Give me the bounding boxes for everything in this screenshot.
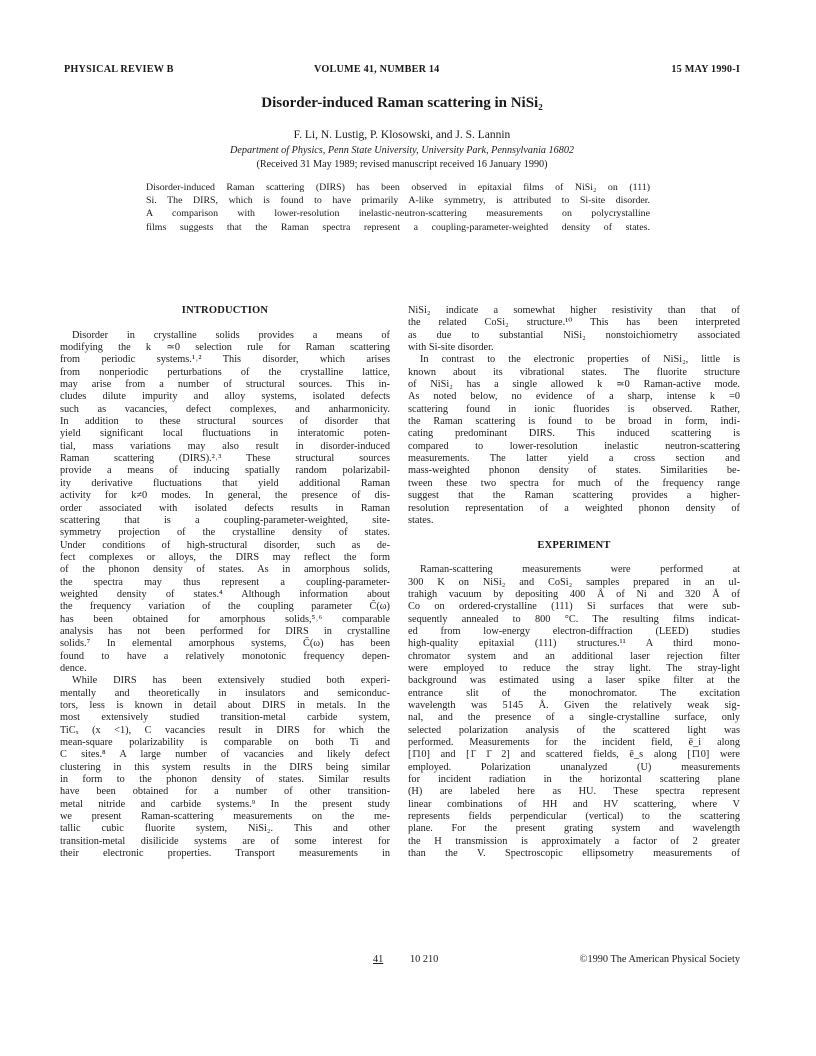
text-line: states. [408, 514, 434, 526]
text-line: clustering in this system results in the DIRS being similar [60, 761, 390, 773]
issue-date: 15 MAY 1990-I [671, 64, 740, 75]
footer-volume: 41 [373, 954, 384, 965]
text-line: tallic cubic fluorite system, NiSi₂. This and other [60, 823, 390, 835]
text-line: plane. For the present grating system and wavelength [408, 823, 740, 835]
text-line: their electronic properties. Transport measurements in [60, 848, 390, 860]
running-head [64, 64, 740, 78]
article-title: Disorder-induced Raman scattering in NiSi₂ [261, 95, 543, 111]
text-line: scattering that is a coupling-parameter-weighted, site- [60, 514, 390, 526]
text-line: TiCₓ (x <1), C vacancies result in DIRS for which the [60, 724, 390, 736]
text-line: Raman-scattering measurements were performed at [420, 564, 740, 576]
text-line: provide a means of inducing spatially random polarizabil- [60, 465, 390, 477]
footer-copyright: ©1990 The American Physical Society [579, 954, 740, 965]
text-line: NiSi₂ indicate a somewhat higher resistivity than that of [408, 305, 740, 316]
section-heading-introduction: INTRODUCTION [181, 305, 269, 316]
text-line: trahigh vacuum by depositing 400 Å of Ni and 320 Å of [408, 588, 740, 600]
page-footer [373, 954, 740, 968]
text-line: we present Raman-scattering measurements on the me- [60, 811, 390, 823]
text-line: tween these two spectra for much of the frequency range [408, 477, 740, 489]
text-line: compared to lower-resolution inelastic neutron-scattering [408, 440, 740, 452]
text-line: known about its vibrational states. The fluorite structure [408, 366, 740, 378]
text-line: order associated with isolated defects results in Raman [60, 502, 390, 514]
text-line: from periodic systems.¹˒² This disorder, which arises [60, 354, 390, 366]
introduction-continued [408, 305, 740, 527]
text-line: Disorder in crystalline solids provides a means of [72, 329, 390, 341]
text-line: for incident radiation in the horizontal scattering plane [408, 774, 740, 786]
text-line: dence. [60, 662, 87, 674]
text-line: found to have a relatively monotonic frequency depen- [60, 650, 390, 662]
section-heading-experiment: EXPERIMENT [537, 539, 611, 551]
abstract-line: Si. The DIRS, which is found to have primarily A-like symmetry, is attributed to Si-site disorder. [146, 195, 650, 207]
text-line: 300 K on NiSi₂ and CoSi₂ samples prepared in an ul- [408, 576, 740, 588]
text-line: the spectra may thus represent a coupling-parameter- [60, 576, 390, 588]
text-line: metal nitride and carbide systems.⁹ In the present study [60, 798, 390, 810]
journal-name: PHYSICAL REVIEW B [64, 64, 174, 75]
text-line: mentally and theoretically in insulators and semiconduc- [60, 687, 390, 699]
text-line: modifying the k ≃0 selection rule for Raman scattering [60, 342, 390, 354]
text-line: represents fields perpendicular (vertical) to the scattering [408, 811, 740, 823]
text-line: cludes dilute impurity and alloy systems, isolated defects [60, 391, 390, 403]
right-column [408, 305, 740, 860]
text-line: While DIRS has been extensively studied both experi- [72, 675, 390, 687]
text-line: mass-weighted phonon density of states. Similarities be- [408, 465, 740, 477]
text-line: Raman scattering (DIRS).²˒³ These structural sources [60, 453, 390, 465]
text-line: fect complexes or alloys, the DIRS may reflect the form [60, 551, 390, 563]
text-line: high-quality epitaxial (111) structures.¹¹ A third mono- [408, 638, 740, 650]
received-dates: (Received 31 May 1989; revised manuscript received 16 January 1990) [256, 159, 548, 170]
text-line: the frequency variation of the coupling parameter C̃(ω) [60, 601, 390, 613]
author-list: F. Li, N. Lustig, P. Klosowski, and J. S. Lannin [293, 129, 511, 141]
text-line: C sites.⁸ A large number of vacancies and likely defect [60, 749, 390, 761]
abstract-line: films suggests that the Raman spectra represent a coupling-parameter-weighted density of states. [146, 221, 650, 233]
introduction-body [60, 330, 390, 861]
text-line: from nonperiodic perturbations of the crystalline lattice, [60, 366, 390, 378]
text-line: background was estimated using a laser spike filter at the [408, 675, 740, 687]
text-line: Under conditions of high-structural disorder, such as de- [60, 539, 390, 551]
text-line: in form to the phonon density of states. Similar results [60, 774, 390, 786]
text-line: solids.⁷ In elemental amorphous systems, C̃(ω) has been [60, 638, 390, 650]
text-line: has been obtained for amorphous solids,⁵˒⁶ comparable [60, 613, 390, 625]
text-line: the H transmission is approximately a factor of 2 greater [408, 835, 740, 847]
footer-page-number: 10 210 [410, 954, 439, 965]
text-line: tial, mass variations may also result in disorder-induced [60, 440, 390, 452]
abstract-line: Disorder-induced Raman scattering (DIRS) has been observed in epitaxial films of NiSi₂ on (111) [146, 182, 650, 193]
text-line: sequently annealed to 800 °C. The resulting films indicat- [408, 613, 740, 625]
text-line: as due to substantial NiSi₂ nonstoichiometry associated [408, 329, 740, 341]
text-line: In contrast to the electronic properties of NiSi₂, little is [420, 354, 740, 366]
abstract [146, 181, 650, 234]
text-line: transition-metal disilicide systems are of some interest for [60, 835, 390, 847]
text-line: entrance slit of the monochromator. The excitation [408, 687, 740, 699]
text-line: ed from low-energy electron-diffraction (LEED) studies [408, 625, 740, 637]
text-line: of NiSi₂ has a single allowed k ≃0 Raman-active mode. [408, 379, 740, 391]
text-line: linear combinations of HH and HV scattering, where V [408, 798, 740, 810]
volume-number: VOLUME 41, NUMBER 14 [314, 64, 440, 75]
text-line: wavelength was 5145 Å. Given the relatively weak sig- [408, 700, 740, 711]
text-line: the Raman scattering is found to be broad in form, indi- [408, 416, 740, 428]
text-line: cating predominant DIRS. This induced scattering is [408, 428, 740, 440]
text-line: than the V. Spectroscopic ellipsometry measurements of [408, 848, 740, 860]
text-line: may arise from a number of structural sources. This in- [60, 379, 390, 391]
text-line: most extensively studied transition-metal carbide system, [60, 712, 390, 724]
text-line: measurements. The latter yield a cross section and [408, 453, 740, 465]
text-line: with Si-site disorder. [408, 342, 494, 354]
text-line: have been obtained for a number of other transition- [60, 786, 390, 798]
text-line: ity derivative fluctuations that yield additional Raman [60, 477, 390, 489]
text-line: symmetry projection of the crystalline density of states. [60, 527, 390, 539]
left-column [60, 305, 390, 860]
text-line: activity for k≠0 modes. In general, the presence of dis- [60, 490, 390, 502]
text-line: As noted below, no evidence of a sharp, intense k =0 [408, 391, 740, 403]
text-line: scattering found in ionic fluorides is observed. Rather, [408, 403, 740, 415]
text-line: analysis has not been performed for DIRS in crystalline [60, 625, 390, 637]
text-line: In addition to these structural sources of disorder that [60, 416, 390, 428]
text-line: resolution representation of a weighted phonon density of [408, 502, 740, 514]
text-line: mean-square polarizability is comparable on both Ti and [60, 737, 390, 749]
text-line: employed. Polarization unanalyzed (U) measurements [408, 761, 740, 773]
text-line: such as vacancies, defect complexes, and anharmonicity. [60, 403, 390, 415]
abstract-line: A comparison with lower-resolution inelastic-neutron-scattering measurements on polycrystalline [146, 208, 650, 220]
text-line: of the phonon density of states. As in amorphous solids, [60, 564, 390, 576]
text-line: Co on ordered-crystalline (111) Si surfaces that were sub- [408, 601, 740, 613]
text-line: [1̄10] and [1̄ 1̄ 2] and scattered fields, ē_s along [1̄10] were [408, 749, 740, 761]
text-line: weighted density of states.⁴ Although information about [60, 588, 390, 600]
text-line: suggest that the Raman scattering provides a higher- [408, 490, 740, 502]
text-line: selected polarization analysis of the scattered light was [408, 724, 740, 736]
text-line: performed. Measurements for the incident field, ē_i along [408, 737, 740, 749]
text-line: nal, and the presence of a single-crystalline surface, only [408, 712, 740, 724]
affiliation: Department of Physics, Penn State University, University Park, Pennsylvania 16802 [229, 145, 575, 156]
text-line: chromator system and an additional laser rejection filter [408, 650, 740, 662]
text-line: were employed to reduce the stray light. The stray-light [408, 662, 740, 674]
text-line: (H) are labeled here as HU. These spectra represent [408, 786, 740, 798]
text-line: yield significant local fluctuations in interatomic poten- [60, 428, 390, 440]
text-line: tors, less is known in detail about DIRS in metals. In the [60, 700, 390, 711]
text-line: the related CoSi₂ structure.¹⁰ This has been interpreted [408, 317, 740, 329]
experiment-body [408, 564, 740, 860]
